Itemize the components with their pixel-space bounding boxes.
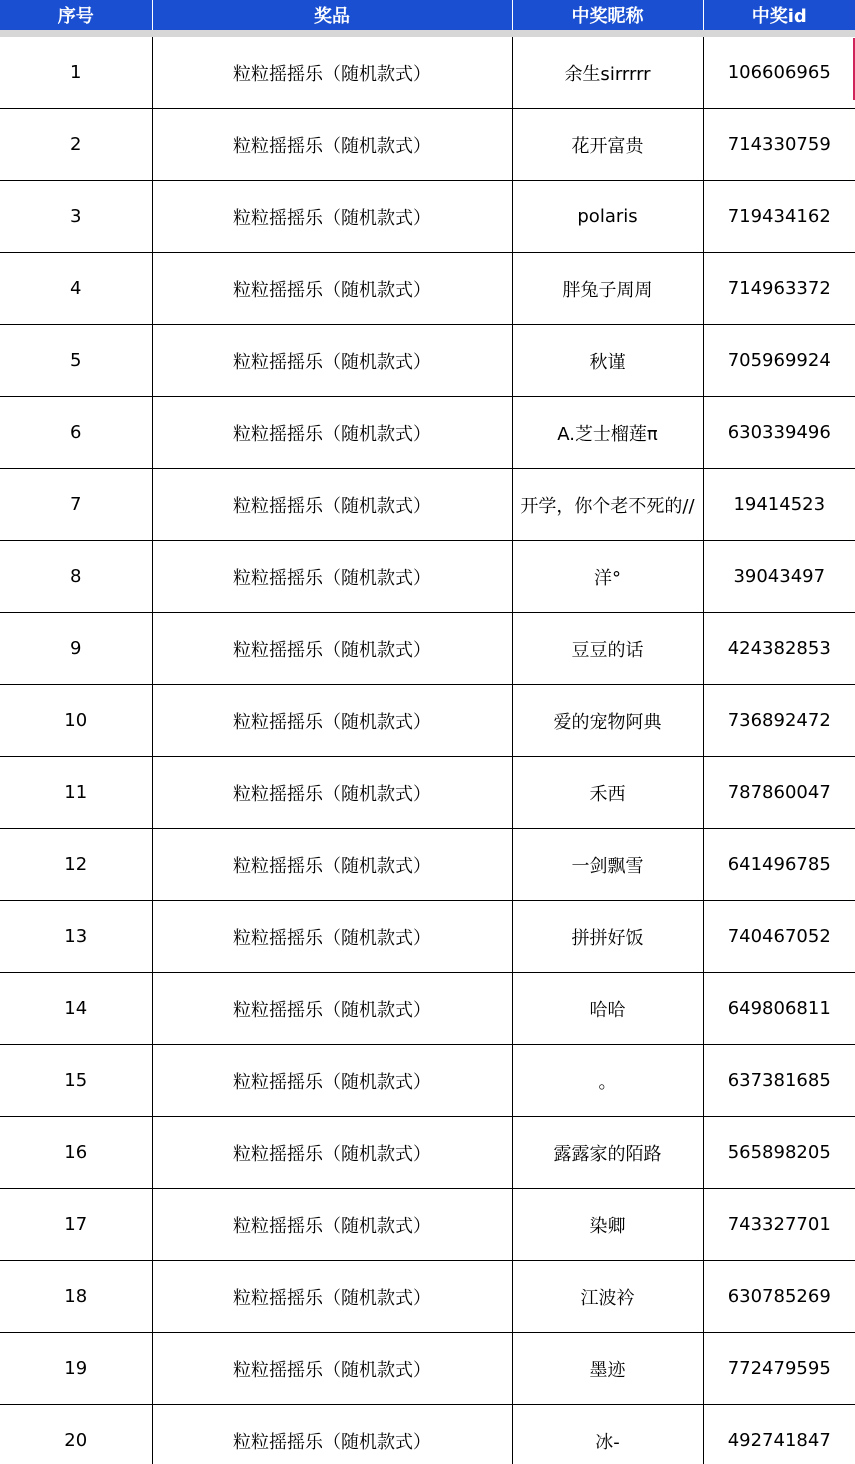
nickname-text: 一剑飘雪 [571, 855, 644, 877]
prize-cell[interactable]: 粒粒摇摇乐（随机款式） [152, 1333, 512, 1405]
winner-id-cell[interactable]: 649806811 [703, 973, 855, 1045]
row-number-cell[interactable]: 18 [0, 1261, 152, 1333]
row-number-cell[interactable]: 14 [0, 973, 152, 1045]
table-row[interactable] [0, 397, 855, 469]
winner-id-cell[interactable]: 641496785 [703, 829, 855, 901]
winner-id-cell[interactable]: 106606965 [703, 37, 855, 109]
prize-cell[interactable]: 粒粒摇摇乐（随机款式） [152, 109, 512, 181]
nickname-cell[interactable] [512, 37, 703, 109]
nickname-cell[interactable] [512, 829, 703, 901]
prize-cell[interactable]: 粒粒摇摇乐（随机款式） [152, 469, 512, 541]
row-number-cell[interactable]: 19 [0, 1333, 152, 1405]
prize-cell[interactable]: 粒粒摇摇乐（随机款式） [152, 1045, 512, 1117]
winner-id-cell[interactable]: 740467052 [703, 901, 855, 973]
nickname-text: 哈哈 [589, 999, 626, 1021]
nickname-cell[interactable] [512, 1189, 703, 1261]
table-row[interactable] [0, 1189, 855, 1261]
winner-id-cell[interactable]: 39043497 [703, 541, 855, 613]
table-row[interactable] [0, 1045, 855, 1117]
prize-cell[interactable]: 粒粒摇摇乐（随机款式） [152, 829, 512, 901]
table-row[interactable] [0, 1333, 855, 1405]
winner-id-cell[interactable]: 19414523 [703, 469, 855, 541]
row-number-cell[interactable]: 20 [0, 1405, 152, 1464]
nickname-cell[interactable] [512, 1261, 703, 1333]
table-row[interactable] [0, 37, 855, 109]
nickname-text: 豆豆的话 [571, 639, 644, 661]
winner-id-cell[interactable]: 714963372 [703, 253, 855, 325]
row-number-cell[interactable]: 2 [0, 109, 152, 181]
row-number-cell[interactable]: 17 [0, 1189, 152, 1261]
nickname-text: 染卿 [589, 1215, 626, 1237]
prize-cell[interactable]: 粒粒摇摇乐（随机款式） [152, 973, 512, 1045]
nickname-text: 拼拼好饭 [571, 927, 644, 949]
prize-cell[interactable]: 粒粒摇摇乐（随机款式） [152, 181, 512, 253]
winner-id-cell[interactable]: 705969924 [703, 325, 855, 397]
row-number-cell[interactable]: 3 [0, 181, 152, 253]
row-number-cell[interactable]: 6 [0, 397, 152, 469]
header-prize[interactable]: 奖品 [152, 0, 512, 30]
nickname-text: 开学，你个老不死的// [520, 495, 695, 517]
nickname-cell[interactable] [512, 109, 703, 181]
prize-cell[interactable]: 粒粒摇摇乐（随机款式） [152, 757, 512, 829]
nickname-cell[interactable] [512, 973, 703, 1045]
nickname-cell[interactable] [512, 253, 703, 325]
nickname-cell[interactable] [512, 1405, 703, 1464]
prize-cell[interactable]: 粒粒摇摇乐（随机款式） [152, 1117, 512, 1189]
nickname-cell[interactable] [512, 1333, 703, 1405]
row-number-cell[interactable]: 5 [0, 325, 152, 397]
nickname-text: 露露家的陌路 [553, 1143, 662, 1165]
winner-id-cell[interactable]: 565898205 [703, 1117, 855, 1189]
nickname-text: 洋° [594, 567, 621, 589]
table-row[interactable] [0, 181, 855, 253]
prize-cell[interactable]: 粒粒摇摇乐（随机款式） [152, 325, 512, 397]
prize-cell[interactable]: 粒粒摇摇乐（随机款式） [152, 901, 512, 973]
winner-id-cell[interactable]: 772479595 [703, 1333, 855, 1405]
prize-cell[interactable]: 粒粒摇摇乐（随机款式） [152, 253, 512, 325]
nickname-text: 墨迹 [589, 1359, 626, 1381]
nickname-cell[interactable] [512, 685, 703, 757]
winner-id-cell[interactable]: 630339496 [703, 397, 855, 469]
prize-cell[interactable]: 粒粒摇摇乐（随机款式） [152, 613, 512, 685]
table-body [0, 37, 855, 1464]
winner-id-cell[interactable]: 492741847 [703, 1405, 855, 1464]
row-number-cell[interactable]: 12 [0, 829, 152, 901]
prize-cell[interactable]: 粒粒摇摇乐（随机款式） [152, 1261, 512, 1333]
nickname-text: 。 [598, 1071, 617, 1093]
header-id[interactable]: 中奖id [703, 0, 855, 30]
header-nickname[interactable]: 中奖昵称 [512, 0, 703, 30]
table-row[interactable] [0, 325, 855, 397]
prize-cell[interactable]: 粒粒摇摇乐（随机款式） [152, 1189, 512, 1261]
nickname-cell[interactable] [512, 757, 703, 829]
nickname-text: 胖兔子周周 [562, 279, 653, 301]
nickname-text: polaris [577, 206, 638, 227]
header-separator [0, 30, 855, 37]
table-row[interactable] [0, 613, 855, 685]
row-number-cell[interactable]: 13 [0, 901, 152, 973]
row-number-cell[interactable]: 8 [0, 541, 152, 613]
nickname-text: 冰- [595, 1431, 620, 1453]
nickname-cell[interactable] [512, 1045, 703, 1117]
nickname-cell[interactable] [512, 901, 703, 973]
winner-id-cell[interactable]: 714330759 [703, 109, 855, 181]
header-no[interactable]: 序号 [0, 0, 152, 30]
prize-cell[interactable]: 粒粒摇摇乐（随机款式） [152, 37, 512, 109]
nickname-cell[interactable] [512, 613, 703, 685]
winner-id-cell[interactable]: 719434162 [703, 181, 855, 253]
nickname-text: 爱的宠物阿典 [553, 711, 662, 733]
nickname-cell[interactable] [512, 541, 703, 613]
row-number-cell[interactable]: 11 [0, 757, 152, 829]
table-row[interactable] [0, 109, 855, 181]
nickname-text: A.芝士榴莲π [557, 423, 658, 445]
row-number-cell[interactable]: 10 [0, 685, 152, 757]
nickname-text: 花开富贵 [571, 135, 644, 157]
winner-id-cell[interactable]: 424382853 [703, 613, 855, 685]
nickname-cell[interactable] [512, 1117, 703, 1189]
row-number-cell[interactable]: 1 [0, 37, 152, 109]
row-number-cell[interactable]: 9 [0, 613, 152, 685]
table-row[interactable] [0, 901, 855, 973]
prize-cell[interactable]: 粒粒摇摇乐（随机款式） [152, 541, 512, 613]
prize-cell[interactable]: 粒粒摇摇乐（随机款式） [152, 1405, 512, 1464]
row-number-cell[interactable]: 15 [0, 1045, 152, 1117]
table-row[interactable] [0, 1261, 855, 1333]
table-row[interactable] [0, 1405, 855, 1464]
row-number-cell[interactable]: 4 [0, 253, 152, 325]
table-row[interactable] [0, 829, 855, 901]
nickname-text: 江波衿 [580, 1287, 635, 1309]
nickname-text: 秋谨 [589, 351, 626, 373]
winner-id-cell[interactable]: 787860047 [703, 757, 855, 829]
nickname-cell[interactable] [512, 181, 703, 253]
row-number-cell[interactable]: 7 [0, 469, 152, 541]
table-row[interactable] [0, 757, 855, 829]
nickname-text: 禾西 [589, 783, 626, 805]
winner-id-cell[interactable]: 630785269 [703, 1261, 855, 1333]
nickname-cell[interactable] [512, 469, 703, 541]
nickname-text: 余生sirrrrr [564, 63, 651, 85]
header-row [0, 0, 855, 30]
row-number-cell[interactable]: 16 [0, 1117, 152, 1189]
table-row[interactable] [0, 253, 855, 325]
winner-id-cell[interactable]: 637381685 [703, 1045, 855, 1117]
prize-cell[interactable]: 粒粒摇摇乐（随机款式） [152, 397, 512, 469]
prize-cell[interactable]: 粒粒摇摇乐（随机款式） [152, 685, 512, 757]
table-row[interactable] [0, 541, 855, 613]
winner-id-cell[interactable]: 736892472 [703, 685, 855, 757]
nickname-cell[interactable] [512, 397, 703, 469]
nickname-cell[interactable] [512, 325, 703, 397]
table-row[interactable] [0, 973, 855, 1045]
table-row[interactable] [0, 469, 855, 541]
winner-id-cell[interactable]: 743327701 [703, 1189, 855, 1261]
table-row[interactable] [0, 685, 855, 757]
table-row[interactable] [0, 1117, 855, 1189]
